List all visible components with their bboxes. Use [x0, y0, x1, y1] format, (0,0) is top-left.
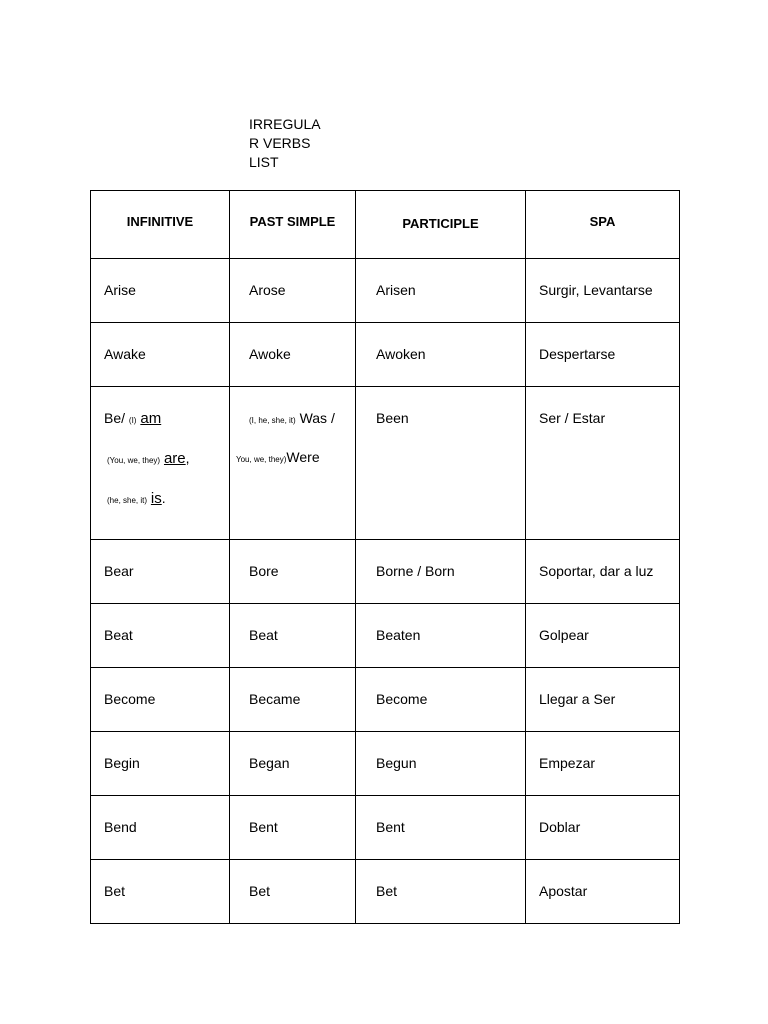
cell-infinitive: Bear — [91, 540, 230, 604]
cell-infinitive-be — [91, 387, 230, 540]
table-row — [91, 860, 680, 924]
cell-participle: Begun — [356, 732, 526, 796]
cell-spa: Ser / Estar — [526, 387, 680, 540]
cell-past-simple: Became — [230, 668, 356, 732]
table-row — [91, 796, 680, 860]
be-form-am: am — [140, 410, 162, 427]
cell-participle: Bent — [356, 796, 526, 860]
table-row — [91, 668, 680, 732]
were-line: You, we, they)Were — [236, 449, 320, 465]
table-row — [91, 732, 680, 796]
cell-past-simple-be — [230, 387, 356, 540]
cell-spa: Llegar a Ser — [526, 668, 680, 732]
cell-past-simple: Beat — [230, 604, 356, 668]
cell-past-simple: Bent — [230, 796, 356, 860]
cell-infinitive: Become — [91, 668, 230, 732]
irregular-verbs-table — [90, 190, 680, 924]
title-line-2: R VERBS — [249, 135, 311, 151]
cell-past-simple: Arose — [230, 259, 356, 323]
be-line-1: Be/ (I) am — [104, 410, 162, 427]
table-row-be — [91, 387, 680, 540]
cell-infinitive: Awake — [91, 323, 230, 387]
cell-infinitive: Bend — [91, 796, 230, 860]
cell-spa: Doblar — [526, 796, 680, 860]
be-form-is: is — [150, 490, 162, 507]
cell-participle: Been — [356, 387, 526, 540]
cell-spa: Soportar, dar a luz — [526, 540, 680, 604]
cell-past-simple: Awoke — [230, 323, 356, 387]
was-line: (I, he, she, it) Was / — [249, 410, 335, 426]
be-line-2: (You, we, they) are, — [107, 450, 190, 467]
cell-participle: Become — [356, 668, 526, 732]
cell-infinitive: Bet — [91, 860, 230, 924]
title-line-3: LIST — [249, 154, 279, 170]
be-line-3: (he, she, it) is. — [107, 490, 166, 507]
table-row — [91, 540, 680, 604]
cell-spa: Golpear — [526, 604, 680, 668]
table-header-row — [91, 191, 680, 259]
cell-past-simple: Began — [230, 732, 356, 796]
cell-participle: Borne / Born — [356, 540, 526, 604]
cell-participle: Arisen — [356, 259, 526, 323]
cell-participle: Bet — [356, 860, 526, 924]
header-participle: PARTICIPLE — [356, 191, 526, 259]
cell-participle: Awoken — [356, 323, 526, 387]
header-infinitive: INFINITIVE — [91, 191, 230, 259]
be-form-are: are — [163, 450, 186, 467]
table-row — [91, 259, 680, 323]
header-past-simple: PAST SIMPLE — [230, 191, 356, 259]
table-row — [91, 323, 680, 387]
cell-infinitive: Arise — [91, 259, 230, 323]
cell-past-simple: Bore — [230, 540, 356, 604]
cell-infinitive: Begin — [91, 732, 230, 796]
cell-participle: Beaten — [356, 604, 526, 668]
cell-spa: Surgir, Levantarse — [526, 259, 680, 323]
title-line-1: IRREGULA — [249, 116, 321, 132]
cell-past-simple: Bet — [230, 860, 356, 924]
table-row — [91, 604, 680, 668]
cell-spa: Empezar — [526, 732, 680, 796]
cell-spa: Despertarse — [526, 323, 680, 387]
header-spa: SPA — [526, 191, 680, 259]
cell-spa: Apostar — [526, 860, 680, 924]
cell-infinitive: Beat — [91, 604, 230, 668]
document-title — [249, 115, 321, 172]
